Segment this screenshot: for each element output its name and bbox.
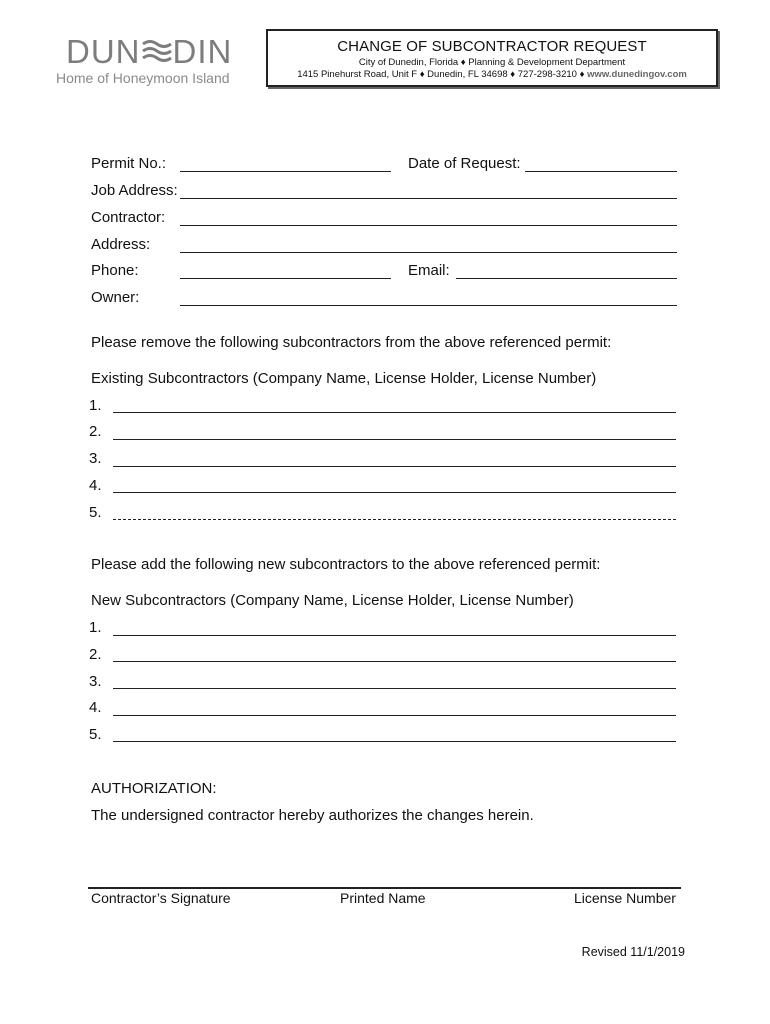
logo-wordmark: DUN DIN: [66, 33, 233, 70]
existing-item-number: 3.: [89, 450, 102, 467]
header-box: [266, 29, 718, 87]
address-line: [268, 69, 716, 80]
new-subcontractor-line-5[interactable]: [113, 741, 676, 742]
job-address-field[interactable]: [180, 198, 677, 199]
phone-label: Phone:: [91, 262, 139, 279]
owner-field[interactable]: [180, 305, 677, 306]
address-text: 1415 Pinehurst Road, Unit F ♦ Dunedin, FL 34698 ♦ 727-298-3210 ♦: [297, 69, 588, 80]
new-subcontractors-heading: New Subcontractors (Company Name, License Holder, License Number): [91, 592, 574, 609]
new-item-number: 1.: [89, 619, 102, 636]
license-number-label: License Number: [574, 890, 676, 906]
department-line: City of Dunedin, Florida ♦ Planning & Development Department: [358, 57, 626, 68]
printed-name-label: Printed Name: [340, 890, 426, 906]
phone-field[interactable]: [180, 278, 391, 279]
new-item-number: 3.: [89, 673, 102, 690]
permit-no-field[interactable]: [180, 171, 391, 172]
existing-subcontractor-line-4[interactable]: [113, 492, 676, 493]
permit-no-label: Permit No.:: [91, 155, 167, 172]
new-subcontractor-line-1[interactable]: [113, 635, 676, 636]
revision-date: Revised 11/1/2019: [581, 945, 685, 959]
add-instruction: Please add the following new subcontractors to the above referenced permit:: [91, 556, 601, 573]
existing-item-number: 5.: [89, 504, 102, 521]
date-of-request-label: Date of Request:: [408, 155, 521, 172]
logo-tagline: Home of Honeymoon Island: [56, 70, 230, 86]
existing-item-number: 2.: [89, 423, 102, 440]
remove-instruction: Please remove the following subcontractors from the above referenced permit:: [91, 334, 612, 351]
date-of-request-field[interactable]: [525, 171, 677, 172]
website-link[interactable]: www.dunedingov.com: [587, 69, 687, 80]
email-field[interactable]: [456, 278, 677, 279]
new-subcontractor-line-3[interactable]: [113, 688, 676, 689]
authorization-heading: AUTHORIZATION:: [91, 780, 217, 797]
contractor-signature-label: Contractor’s Signature: [91, 890, 231, 906]
existing-item-number: 1.: [89, 397, 102, 414]
new-item-number: 4.: [89, 699, 102, 716]
form-title: CHANGE OF SUBCONTRACTOR REQUEST: [337, 38, 647, 55]
city-logo: [56, 34, 236, 90]
existing-subcontractors-heading: Existing Subcontractors (Company Name, License Holder, License Number): [91, 370, 597, 387]
job-address-label: Job Address:: [91, 182, 178, 199]
contractor-field[interactable]: [180, 225, 677, 226]
existing-item-number: 4.: [89, 477, 102, 494]
owner-label: Owner:: [91, 289, 140, 306]
existing-subcontractor-line-5[interactable]: [113, 519, 676, 520]
new-subcontractor-line-2[interactable]: [113, 661, 676, 662]
signature-line[interactable]: [88, 887, 681, 889]
waves-icon: [141, 36, 173, 66]
new-item-number: 2.: [89, 646, 102, 663]
existing-subcontractor-line-3[interactable]: [113, 466, 676, 467]
address-field[interactable]: [180, 252, 677, 253]
existing-subcontractor-line-1[interactable]: [113, 412, 676, 413]
existing-subcontractor-line-2[interactable]: [113, 439, 676, 440]
contractor-label: Contractor:: [91, 209, 166, 226]
address-label: Address:: [91, 236, 151, 253]
email-label: Email:: [408, 262, 450, 279]
new-item-number: 5.: [89, 726, 102, 743]
authorization-text: The undersigned contractor hereby authorizes the changes herein.: [91, 807, 534, 824]
new-subcontractor-line-4[interactable]: [113, 715, 676, 716]
